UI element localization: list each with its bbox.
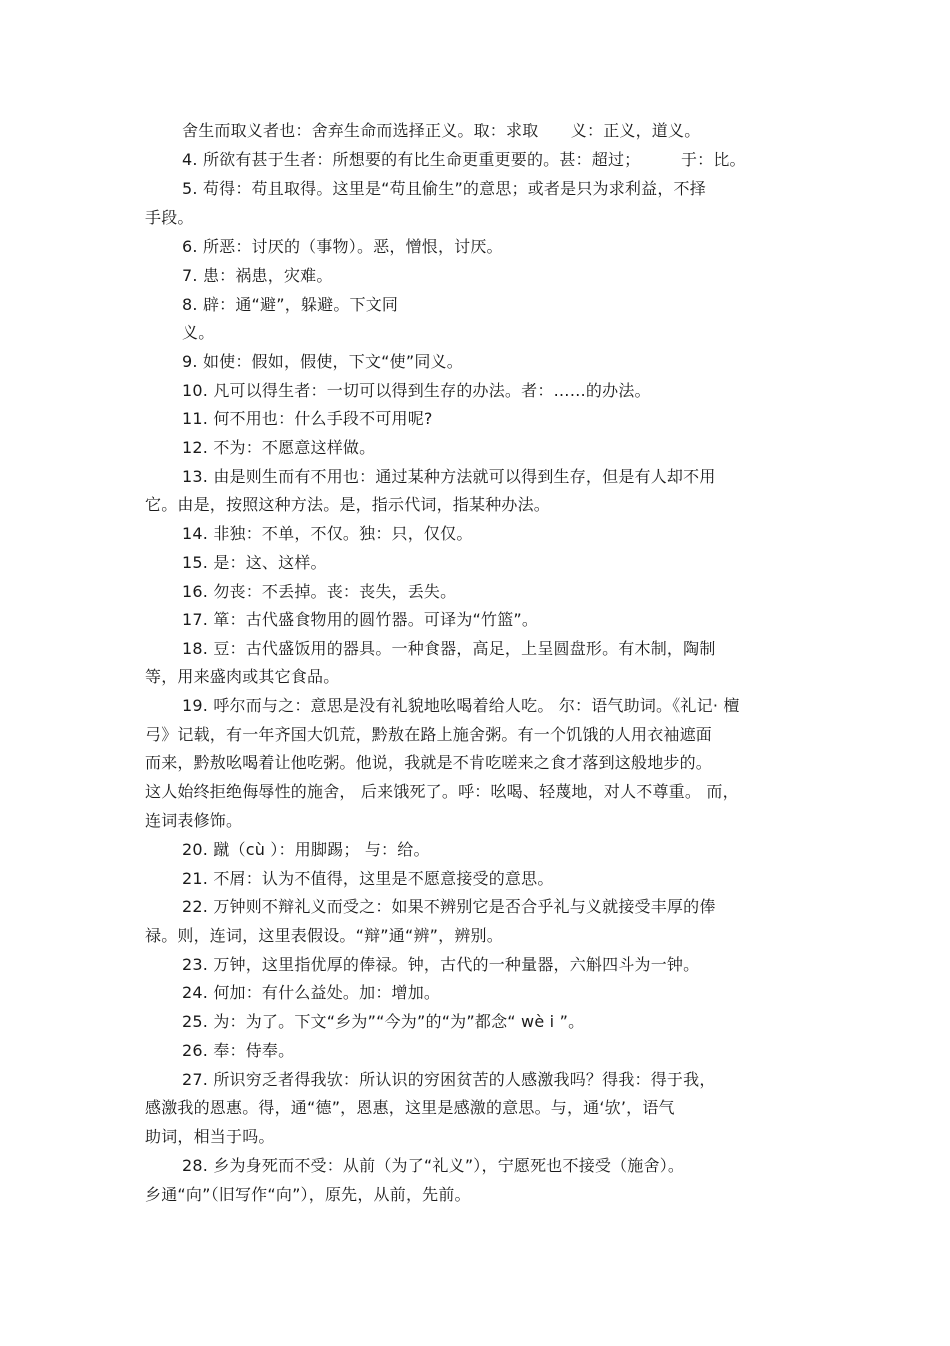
text-line: 14. 非独：不单，不仅。独：只，仅仅。 <box>182 524 473 543</box>
text-line: 这人始终拒绝侮辱性的施舍， 后来饿死了。呼：吆喝、轻蔑地，对人不尊重。 而， <box>145 782 739 801</box>
text-line: 12. 不为：不愿意这样做。 <box>182 438 376 457</box>
text-line: 19. 呼尔而与之：意思是没有礼貌地吆喝着给人吃。 尔：语气助词。《礼记· 檀 <box>182 696 740 715</box>
text-line: 21. 不屑：认为不值得，这里是不愿意接受的意思。 <box>182 869 554 888</box>
text-line: 18. 豆：古代盛饭用的器具。一种食器，高足，上呈圆盘形。有木制，陶制 <box>182 639 716 658</box>
text-line: 乡通“向”（旧写作“向”），原先，从前，先前。 <box>145 1185 471 1204</box>
text-line: 27. 所识穷乏者得我欤：所认识的穷困贫苦的人感激我吗？得我：得于我， <box>182 1070 716 1089</box>
text-line: 16. 勿丧：不丢掉。丧：丧失，丢失。 <box>182 582 457 601</box>
text-line: 23. 万钟，这里指优厚的俸禄。钟，古代的一种量器，六斛四斗为一钟。 <box>182 955 700 974</box>
text-line: 手段。 <box>145 208 194 227</box>
text-line: 5. 苟得：苟且取得。这里是“苟且偷生”的意思；或者是只为求利益，不择 <box>182 179 706 198</box>
text-line: 26. 奉：侍奉。 <box>182 1041 295 1060</box>
text-line: 禄。则，连词，这里表假设。“辩”通“辨”，辨别。 <box>145 926 503 945</box>
text-line: 22. 万钟则不辩礼义而受之：如果不辨别它是否合乎礼与义就接受丰厚的俸 <box>182 897 716 916</box>
text-line: 24. 何加：有什么益处。加：增加。 <box>182 983 441 1002</box>
text-line: 义。 <box>182 323 215 342</box>
text-line: 6. 所恶：讨厌的（事物）。恶，憎恨，讨厌。 <box>182 237 503 256</box>
text-line: 20. 蹴（cù ）：用脚踢； 与：给。 <box>182 840 430 859</box>
text-line: 7. 患：祸患，灾难。 <box>182 266 333 285</box>
text-line: 25. 为：为了。下文“乡为”“今为”的“为”都念“ wè i ”。 <box>182 1012 585 1031</box>
text-line: 弓》记载，有一年齐国大饥荒，黔敖在路上施舍粥。有一个饥饿的人用衣袖遮面 <box>145 725 713 744</box>
text-line: 连词表修饰。 <box>145 811 243 830</box>
text-line: 4. 所欲有甚于生者：所想要的有比生命更重更要的。甚：超过； 于：比。 <box>182 150 746 169</box>
text-line: 13. 由是则生而有不用也：通过某种方法就可以得到生存，但是有人却不用 <box>182 467 716 486</box>
text-line: 8. 辟：通“避”，躲避。下文同 <box>182 295 399 314</box>
text-line: 舍生而取义者也：舍弃生命而选择正义。取：求取 义：正义，道义。 <box>182 121 701 140</box>
text-line: 9. 如使：假如，假使，下文“使”同义。 <box>182 352 463 371</box>
text-line: 它。由是，按照这种方法。是，指示代词，指某种办法。 <box>145 495 551 514</box>
text-line: 等，用来盛肉或其它食品。 <box>145 667 340 686</box>
text-line: 17. 箪：古代盛食物用的圆竹器。可译为“竹篮”。 <box>182 610 539 629</box>
text-line: 助词，相当于吗。 <box>145 1127 275 1146</box>
text-line: 感激我的恩惠。得，通“德”，恩惠，这里是感激的意思。与，通‘欤’，语气 <box>145 1098 675 1117</box>
text-line: 11. 何不用也：什么手段不可用呢? <box>182 409 433 428</box>
text-line: 28. 乡为身死而不受：从前（为了“礼义”），宁愿死也不接受（施舍）。 <box>182 1156 685 1175</box>
text-line: 10. 凡可以得生者：一切可以得到生存的办法。者：……的办法。 <box>182 381 651 400</box>
text-line: 而来，黔敖吆喝着让他吃粥。他说，我就是不肯吃嗟来之食才落到这般地步的。 <box>145 753 713 772</box>
text-line: 15. 是：这、这样。 <box>182 553 327 572</box>
